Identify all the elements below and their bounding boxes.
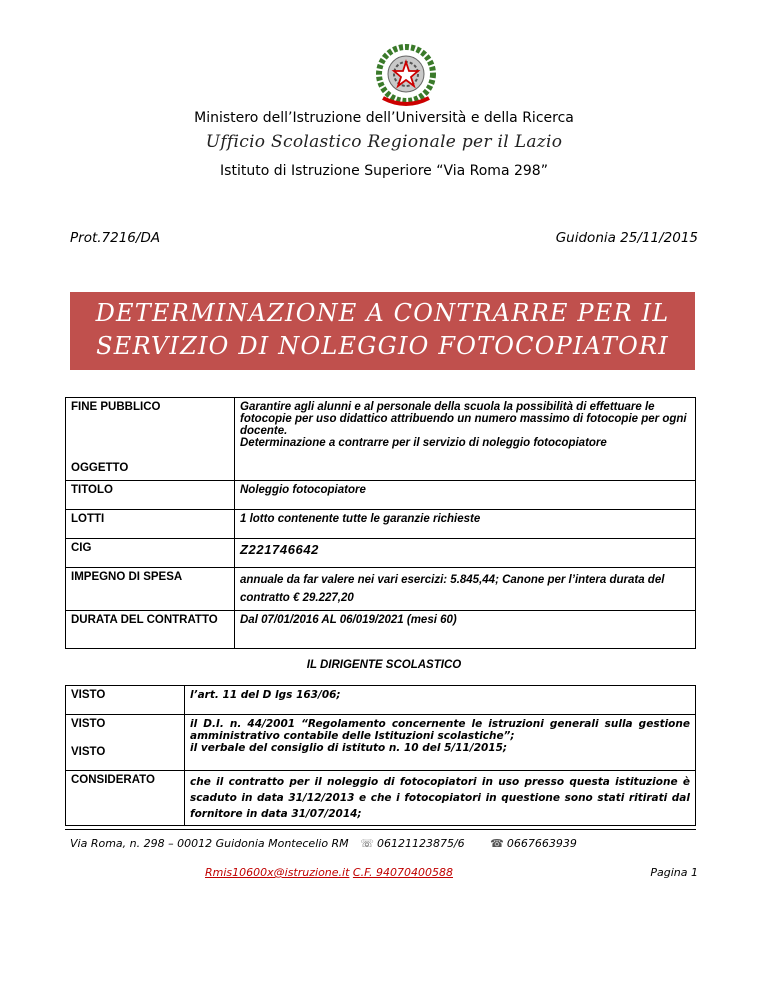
- fine-pubblico-value: Garantire agli alunni e al personale della scuola la possibilità di effettuare le fotocopie per uso didattico attribuendo un numero massimo di fotocopie per ogni docente.: [240, 401, 687, 437]
- table-row: [66, 509, 696, 538]
- table-row: [66, 715, 696, 771]
- row-value: Dal 07/01/2016 AL 06/019/2021 (mesi 60): [235, 610, 696, 648]
- row-label: OGGETTO: [66, 459, 235, 481]
- row-label: FINE PUBBLICO: [66, 398, 235, 459]
- footer-email-line: [205, 866, 453, 879]
- row-value: Noleggio fotocopiatore: [235, 480, 696, 509]
- email-link[interactable]: Rmis10600x@istruzione.it: [205, 866, 350, 879]
- school-name: Istituto di Istruzione Superiore “Via Roma 298”: [220, 163, 548, 179]
- page-number: Pagina 1: [650, 866, 698, 879]
- table-row: [66, 610, 696, 648]
- fax-icon: ☎: [490, 837, 504, 850]
- row-label: CONSIDERATO: [66, 771, 185, 826]
- table-row: [66, 567, 696, 610]
- row-label: [66, 715, 185, 771]
- row-label: LOTTI: [66, 509, 235, 538]
- row-value: 1 lotto contenente tutte le garanzie richieste: [235, 509, 696, 538]
- footer-divider: [65, 829, 696, 830]
- table-row: [66, 771, 696, 826]
- document-title-banner: [70, 292, 695, 370]
- table-row: [66, 538, 696, 567]
- dirigente-heading: IL DIRIGENTE SCOLASTICO: [306, 659, 462, 671]
- visto-value: il D.I. n. 44/2001 “Regolamento concernente le istruzioni generali sulla gestione amministrativo contabile delle Istituzioni scolastiche”;: [190, 718, 690, 742]
- footer-fax: 0667663939: [506, 837, 577, 850]
- row-label: VISTO: [66, 686, 185, 715]
- visto-label: VISTO: [71, 718, 106, 730]
- footer-address: Via Roma, n. 298 – 00012 Guidonia Montecelio RM: [70, 837, 349, 850]
- row-value: [185, 715, 696, 771]
- table-row: [66, 480, 696, 509]
- row-value: annuale da far valere nei vari esercizi: 5.845,44; Canone per l’intera durata del contratto € 29.227,20: [235, 567, 696, 610]
- fiscal-code: C.F. 94070400588: [352, 866, 453, 879]
- row-label: CIG: [66, 538, 235, 567]
- title-line-2: SERVIZIO DI NOLEGGIO FOTOCOPIATORI: [96, 332, 669, 360]
- ministry-name: Ministero dell’Istruzione dell’Università e della Ricerca: [194, 110, 574, 126]
- document-date: Guidonia 25/11/2015: [555, 230, 698, 246]
- row-value: [235, 398, 696, 481]
- visto-table: [65, 685, 696, 826]
- row-label: DURATA DEL CONTRATTO: [66, 610, 235, 648]
- row-label: IMPEGNO DI SPESA: [66, 567, 235, 610]
- footer-contacts: [70, 837, 577, 850]
- row-value: Z221746642: [235, 538, 696, 567]
- phone-icon: ☏: [360, 837, 374, 850]
- table-row: [66, 398, 696, 459]
- italian-republic-emblem: [371, 42, 441, 112]
- visto-label: VISTO: [71, 746, 106, 758]
- visto-value: il verbale del consiglio di istituto n. 10 del 5/11/2015;: [190, 742, 508, 754]
- row-value: che il contratto per il noleggio di fotocopiatori in uso presso questa istituzione è scaduto in data 31/12/2013 e che i fotocopiatori in questione sono stati ritirati dal fornitore in data 31/07/2014;: [185, 771, 696, 826]
- oggetto-value: Determinazione a contrarre per il servizio di noleggio fotocopiatore: [240, 437, 607, 449]
- protocol-number: Prot.7216/DA: [70, 230, 161, 246]
- office-name: Ufficio Scolastico Regionale per il Lazio: [205, 132, 563, 152]
- info-table: [65, 397, 696, 649]
- row-value: l’art. 11 del D lgs 163/06;: [185, 686, 696, 715]
- title-line-1: DETERMINAZIONE A CONTRARRE PER IL: [95, 299, 670, 327]
- footer-phone: 06121123875/6: [376, 837, 465, 850]
- row-label: TITOLO: [66, 480, 235, 509]
- table-row: [66, 686, 696, 715]
